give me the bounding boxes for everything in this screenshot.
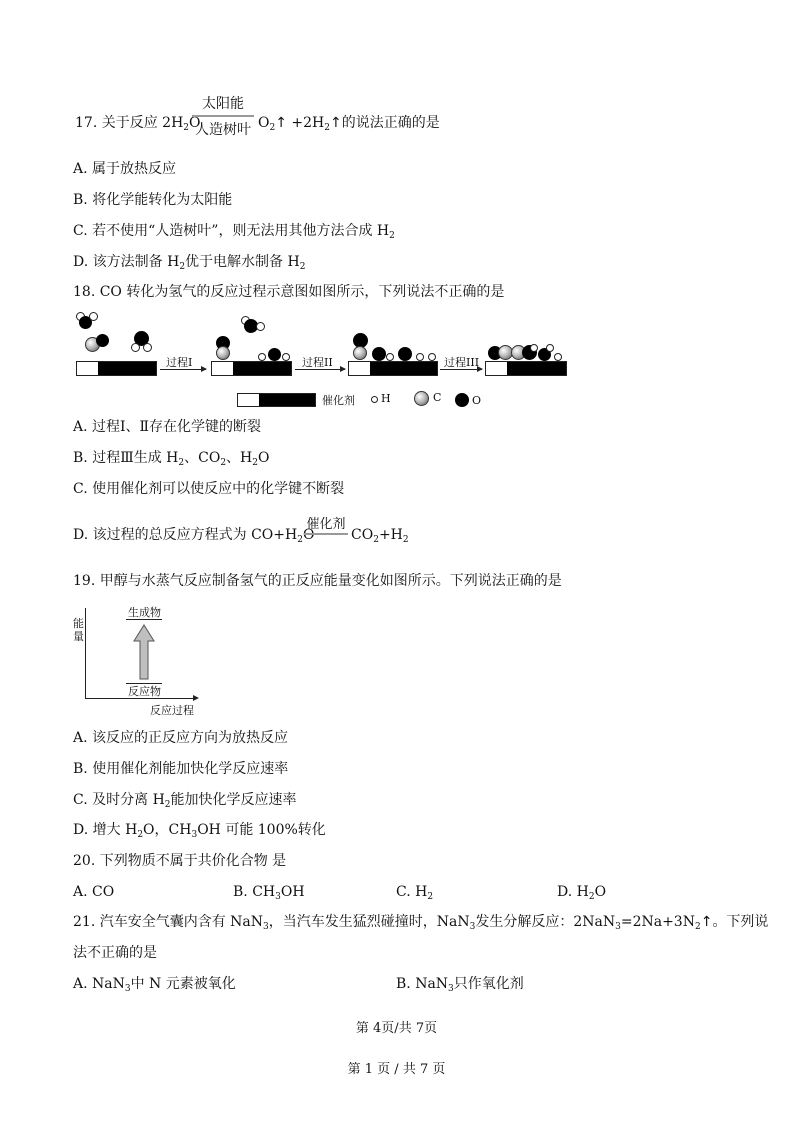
y-axis-label: 能量 — [73, 617, 84, 643]
legend-o-swatch — [455, 393, 469, 407]
h-atom — [282, 353, 290, 361]
q19-option-c: C. 及时分离 $H_2$能加快化学反应速率 — [73, 792, 297, 810]
process-arrow-icon — [295, 369, 345, 370]
h-atom — [386, 353, 394, 361]
catalyst — [485, 361, 567, 376]
process-arrow-icon — [160, 369, 206, 370]
o-atom — [372, 347, 386, 361]
gas-up-arrow-icon: ↑ — [329, 115, 342, 131]
c-atom — [353, 346, 367, 360]
h-atom — [554, 353, 562, 361]
q18-option-c: C. 使用催化剂可以使反应中的化学键不断裂 — [73, 481, 345, 497]
catalyst — [348, 361, 438, 376]
q17-option-b: B. 将化学能转化为太阳能 — [73, 192, 233, 208]
q17-stem: 17. 关于反应 $2H_2O$ — [75, 115, 201, 133]
q17-option-a: A. 属于放热反应 — [73, 161, 177, 177]
gas-up-arrow-icon: ↑ — [275, 115, 287, 131]
q18-option-a: A. 过程Ⅰ、Ⅱ存在化学键的断裂 — [73, 419, 262, 435]
catalyst — [211, 361, 292, 376]
legend-h-swatch — [371, 396, 378, 403]
outer-page-number: 第 1 页 / 共 7 页 — [347, 1062, 446, 1077]
q18-d-products: $CO_2+H_2$ — [351, 527, 409, 545]
c-atom — [216, 346, 230, 360]
gas-up-arrow-icon: ↑ — [700, 914, 713, 930]
product-label: 生成物 — [128, 606, 161, 619]
q17-condition-bar — [192, 115, 254, 117]
q17-option-d: D. 该方法制备 $H_2$优于电解水制备 $H_2$ — [73, 254, 306, 272]
q19-option-b: B. 使用催化剂能加快化学反应速率 — [73, 761, 289, 777]
o-atom — [96, 334, 109, 347]
q21-stem-line1: 21. 汽车安全气囊内含有 NaN$_3$，当汽车发生猛烈碰撞时，NaN$_3$发生分解反应：$2NaN_3=2Na+3N_2↑$。下列说 — [73, 914, 769, 932]
q19-option-d: D. 增大 $H_2O$，$CH_3OH$ 可能 100%转化 — [73, 822, 326, 840]
legend-h-label: H — [381, 392, 391, 405]
legend-catalyst-swatch — [237, 393, 316, 407]
x-axis-label: 反应过程 — [150, 704, 194, 717]
q20-option-d: D. $H_2O$ — [557, 884, 607, 902]
h-atom — [131, 343, 140, 352]
q20-stem: 20. 下列物质不属于共价化合物 是 — [73, 853, 287, 869]
process-arrow-icon — [440, 369, 482, 370]
y-axis — [85, 608, 86, 699]
q21-option-b: B. NaN$_3$只作氧化剂 — [396, 976, 524, 994]
inner-page-number: 第 4页/共 7页 — [355, 1021, 438, 1036]
h-atom — [143, 343, 152, 352]
h-atom — [428, 353, 436, 361]
q21-option-a: A. NaN$_3$中 N 元素被氧化 — [73, 976, 236, 994]
o-atom — [398, 347, 412, 361]
h-atom — [546, 344, 554, 352]
q17-condition-top: 太阳能 — [202, 96, 244, 112]
q18-d-condition: 催化剂 — [306, 517, 346, 532]
legend-o-label: O — [472, 394, 482, 407]
q19-option-a: A. 该反应的正反应方向为放热反应 — [73, 730, 289, 746]
legend-c-swatch — [414, 391, 429, 406]
q17-option-c: C. 若不使用“人造树叶”，则无法用其他方法合成 $H_2$ — [73, 223, 395, 241]
q20-option-c: C. $H_2$ — [396, 884, 434, 902]
energy-up-arrow-icon — [133, 624, 155, 680]
process-3-label: 过程III — [444, 356, 480, 369]
q18-stem: 18. CO 转化为氢气的反应过程示意图如图所示，下列说法不正确的是 — [73, 284, 505, 300]
q20-option-b: B. $CH_3OH$ — [233, 884, 305, 902]
h-atom — [416, 353, 424, 361]
reactant-label: 反应物 — [128, 685, 161, 698]
h-atom — [256, 322, 265, 331]
process-2-label: 过程II — [302, 356, 333, 369]
q18-option-d: D. 该过程的总反应方程式为 $CO+H_2O$ — [73, 527, 315, 545]
q21-stem-line2: 法不正确的是 — [73, 945, 157, 961]
legend-c-label: C — [433, 391, 442, 404]
q17-products: $O_2↑$ $+2H_2↑$的说法正确的是 — [258, 115, 440, 133]
h-atom — [258, 353, 266, 361]
q19-stem: 19. 甲醇与水蒸气反应制备氢气的正反应能量变化如图所示。下列说法正确的是 — [73, 573, 562, 589]
x-axis-arrow-icon — [193, 695, 199, 701]
o-atom — [268, 348, 281, 361]
q20-option-a: A. CO — [73, 884, 115, 900]
q17-condition-bottom: 人造树叶 — [195, 122, 251, 138]
product-level-line — [126, 619, 162, 620]
h-atom — [530, 344, 538, 352]
process-1-label: 过程I — [166, 356, 193, 369]
reactant-level-line — [126, 683, 162, 684]
q18-d-condition-bar — [304, 533, 348, 535]
catalyst — [76, 361, 157, 376]
legend-catalyst-label: 催化剂 — [322, 394, 355, 407]
q18-option-b: B. 过程Ⅲ生成 $H_2$、$CO_2$、$H_2O$ — [73, 450, 270, 468]
h-atom — [89, 312, 98, 321]
